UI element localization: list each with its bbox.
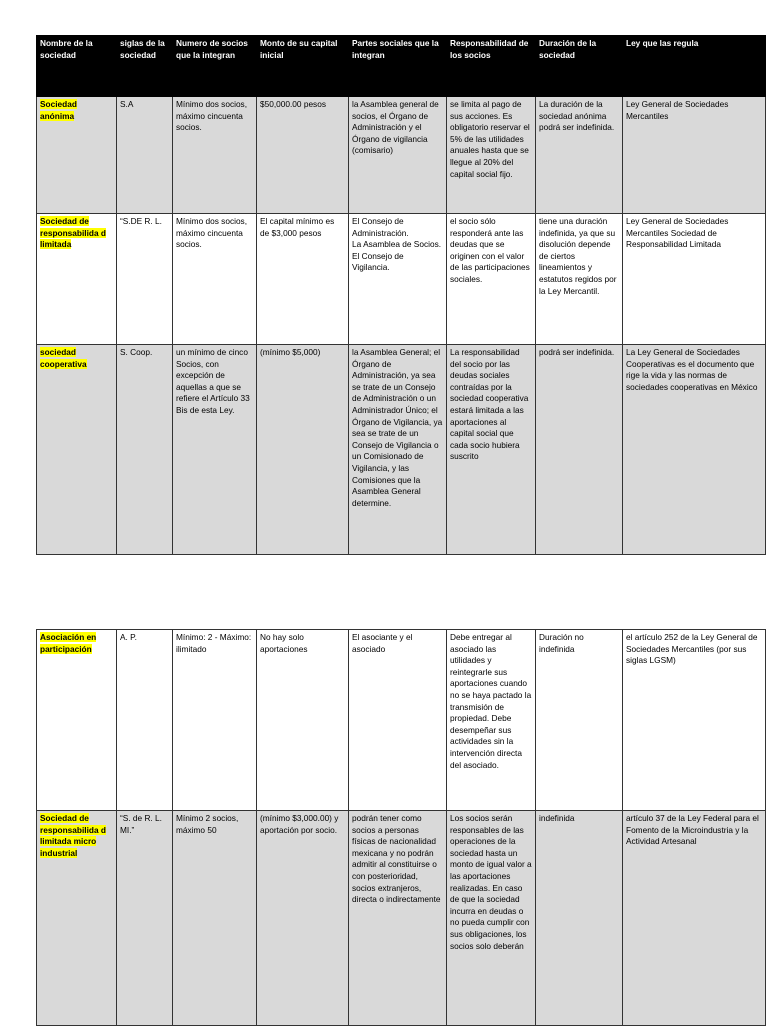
cell-name [37, 630, 117, 811]
header-ley: Ley que las regula [623, 36, 766, 97]
cell-partes: El asociante y el asociado [349, 630, 447, 811]
cell-name [37, 214, 117, 345]
cell-siglas: A. P. [117, 630, 173, 811]
cell-name [37, 345, 117, 555]
society-name: Asociación en participación [40, 632, 97, 654]
cell-socios: un mínimo de cinco Socios, con excepción de aquellas a que se refiere el Artículo 33 Bis de esta Ley. [173, 345, 257, 555]
cell-capital: (mínimo $5,000) [257, 345, 349, 555]
cell-responsabilidad: Los socios serán responsables de las operaciones de la sociedad hasta un monto de igual valor a las aportaciones realizadas. En caso de que la sociedad incurra en deudas o no pueda cumplir con sus obligaciones, los socios solo deberán [447, 811, 536, 1026]
header-siglas: siglas de la sociedad [117, 36, 173, 97]
header-capital: Monto de su capital inicial [257, 36, 349, 97]
cell-partes: la Asamblea General; el Órgano de Administración, ya sea se trate de un Consejo de Administración o un Administrador Único; el Órgano de Vigilancia, ya sea se trate de un Consejo de Vigilancia o un Comisionado de Vigilancia, y las Comisiones que la Asamblea General determine. [349, 345, 447, 555]
cell-siglas: S.A [117, 97, 173, 214]
cell-duracion: tiene una duración indefinida, ya que su disolución depende de ciertos lineamientos y estatutos regidos por la Ley Mercantil. [536, 214, 623, 345]
cell-duracion: Duración no indefinida [536, 630, 623, 811]
table-row [37, 97, 766, 214]
societies-table-2 [36, 629, 766, 1026]
cell-capital: (mínimo $3,000.00) y aportación por socio. [257, 811, 349, 1026]
cell-ley: La Ley General de Sociedades Cooperativas es el documento que rige la vida y las normas de sociedades cooperativas en México [623, 345, 766, 555]
cell-siglas: “S.DE R. L. [117, 214, 173, 345]
cell-siglas: “S. de R. L. MI.” [117, 811, 173, 1026]
society-name: sociedad cooperativa [40, 347, 87, 369]
society-name: Sociedad de responsabilida d limitada micro industrial [40, 813, 106, 858]
cell-duracion: La duración de la sociedad anónima podrá ser indefinida. [536, 97, 623, 214]
header-duracion: Duración de la sociedad [536, 36, 623, 97]
table-row [37, 214, 766, 345]
header-nombre: Nombre de la sociedad [37, 36, 117, 97]
header-partes: Partes sociales que la integran [349, 36, 447, 97]
cell-socios: Mínimo 2 socios, máximo 50 [173, 811, 257, 1026]
table-row [37, 345, 766, 555]
cell-responsabilidad: La responsabilidad del socio por las deudas sociales contraídas por la sociedad cooperativa estará limitada a las aportaciones al capital social que cada socio hubiera suscrito [447, 345, 536, 555]
cell-socios: Mínimo dos socios, máximo cincuenta socios. [173, 214, 257, 345]
cell-ley: Ley General de Sociedades Mercantiles [623, 97, 766, 214]
cell-responsabilidad: Debe entregar al asociado las utilidades y reintegrarle sus aportaciones cuando no se haya pactado la transmisión de propiedad. Debe desempeñar sus actividades sin la intervención directa del asociado. [447, 630, 536, 811]
table-row [37, 811, 766, 1026]
cell-name [37, 811, 117, 1026]
society-name: Sociedad de responsabilida d limitada [40, 216, 106, 250]
cell-socios: Mínimo: 2 - Máximo: ilimitado [173, 630, 257, 811]
cell-capital: No hay solo aportaciones [257, 630, 349, 811]
cell-siglas: S. Coop. [117, 345, 173, 555]
header-socios: Numero de socios que la integran [173, 36, 257, 97]
cell-ley: el artículo 252 de la Ley General de Sociedades Mercantiles (por sus siglas LGSM) [623, 630, 766, 811]
cell-capital: $50,000.00 pesos [257, 97, 349, 214]
society-name: Sociedad anónima [40, 99, 77, 121]
societies-table-1 [36, 35, 766, 555]
cell-responsabilidad: el socio sólo responderá ante las deudas que se originen con el valor de las participaciones sociales. [447, 214, 536, 345]
cell-capital: El capital mínimo es de $3,000 pesos [257, 214, 349, 345]
cell-responsabilidad: se limita al pago de sus acciones. Es obligatorio reservar el 5% de las utilidades anuales hasta que se llegue al 20% del capital social fijo. [447, 97, 536, 214]
cell-duracion: podrá ser indefinida. [536, 345, 623, 555]
header-responsabilidad: Responsabilidad de los socios [447, 36, 536, 97]
header-row [37, 36, 766, 97]
cell-partes: El Consejo de Administración. La Asamblea de Socios. El Consejo de Vigilancia. [349, 214, 447, 345]
cell-socios: Mínimo dos socios, máximo cincuenta socios. [173, 97, 257, 214]
cell-partes: podrán tener como socios a personas físicas de nacionalidad mexicana y no podrán admitir al constituirse o con posterioridad, socios extranjeros, directa o indirectamente [349, 811, 447, 1026]
cell-ley: Ley General de Sociedades Mercantiles Sociedad de Responsabilidad Limitada [623, 214, 766, 345]
cell-partes: la Asamblea general de socios, el Órgano de Administración y el Órgano de vigilancia (comisario) [349, 97, 447, 214]
cell-ley: artículo 37 de la Ley Federal para el Fomento de la Microindustria y la Actividad Artesanal [623, 811, 766, 1026]
cell-name [37, 97, 117, 214]
table-row [37, 630, 766, 811]
cell-duracion: indefinida [536, 811, 623, 1026]
